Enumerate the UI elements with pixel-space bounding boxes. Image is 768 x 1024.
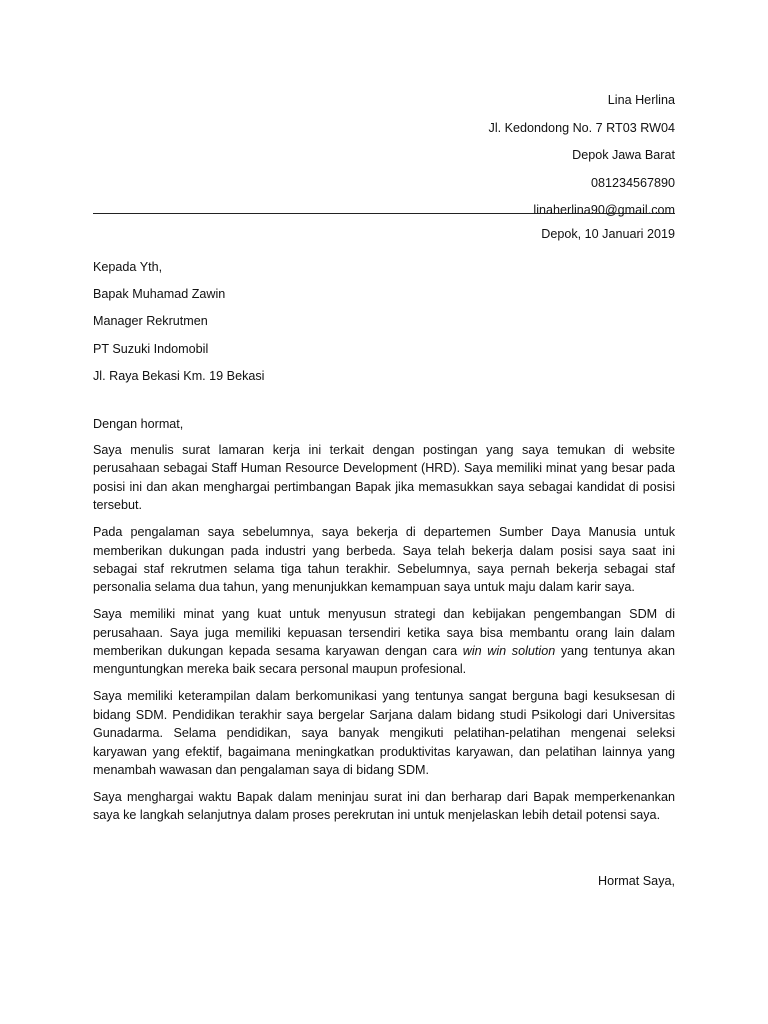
- sender-name: Lina Herlina: [607, 93, 675, 107]
- sender-address-line2: Depok Jawa Barat: [572, 148, 675, 162]
- body-paragraph-1: Saya menulis surat lamaran kerja ini terkait dengan postingan yang saya temukan di website perusahaan sebagai Staff Human Resource Development (HRD). Saya memiliki minat yang besar pada posisi ini dan akan menghargai pertimbangan Bapak jika memasukkan saya sebagai kandidat di posisi tersebut.: [93, 443, 675, 513]
- body-paragraph-4: Saya memiliki keterampilan dalam berkomunikasi yang tentunya sangat berguna bagi kesuksesan di bidang SDM. Pendidikan terakhir saya bergelar Sarjana dalam bidang studi Psikologi dari Universitas Gunadarma. Selama pendidikan, saya banyak mengikuti pelatihan-pelatihan mengenai seleksi karyawan yang efektif, bagaimana meningkatkan produktivitas karyawan, dan pelatihan lainnya yang menambah wawasan dan pengalaman saya di bidang SDM.: [93, 689, 675, 777]
- recipient-name: Bapak Muhamad Zawin: [93, 287, 226, 302]
- closing: Hormat Saya,: [598, 874, 675, 888]
- recipient-title: Manager Rekrutmen: [93, 314, 208, 329]
- letter-date: Depok, 10 Januari 2019: [541, 227, 675, 241]
- letter-body: [93, 441, 675, 833]
- sender-email: linaherlina90@gmail.com: [533, 203, 675, 217]
- paragraph-3-italic-phrase: win win solution: [462, 644, 556, 659]
- sender-phone: 081234567890: [590, 175, 675, 190]
- header-divider: [93, 213, 675, 214]
- recipient-company: PT Suzuki Indomobil: [93, 341, 209, 356]
- sender-block: [489, 87, 675, 225]
- recipient-greeting: Kepada Yth,: [93, 260, 163, 274]
- paragraph-3-text-after: yang tentunya akan menguntungkan mereka baik secara personal maupun profesional.: [93, 644, 675, 677]
- recipient-address: Jl. Raya Bekasi Km. 19 Bekasi: [93, 368, 265, 383]
- body-paragraph-3: [93, 605, 675, 679]
- paragraph-3-text-before: Saya memiliki minat yang kuat untuk menyusun strategi dan kebijakan pengembangan SDM di perusahaan. Saya juga memiliki kepuasan tersendiri ketika saya bisa membantu orang lain dalam memberikan dukungan kepada sesama karyawan dengan cara: [93, 607, 675, 659]
- recipient-block: [93, 254, 265, 390]
- body-paragraph-5: Saya menghargai waktu Bapak dalam meninjau surat ini dan berharap dari Bapak memperkenankan saya ke langkah selanjutnya dalam proses perekrutan ini untuk menjelaskan lebih detail potensi saya.: [93, 789, 675, 823]
- salutation: Dengan hormat,: [93, 417, 184, 431]
- body-paragraph-2: Pada pengalaman saya sebelumnya, saya bekerja di departemen Sumber Daya Manusia untuk memberikan dukungan pada industri yang berbeda. Saya telah bekerja dalam posisi saya saat ini sebagai staf rekrutmen selama tiga tahun terakhir. Sebelumnya, saya pernah bekerja sebagai staf personalia selama dua tahun, yang menunjukkan kemampuan saya untuk maju dalam karir saya.: [93, 525, 675, 595]
- sender-address-line1: Jl. Kedondong No. 7 RT03 RW04: [488, 120, 675, 135]
